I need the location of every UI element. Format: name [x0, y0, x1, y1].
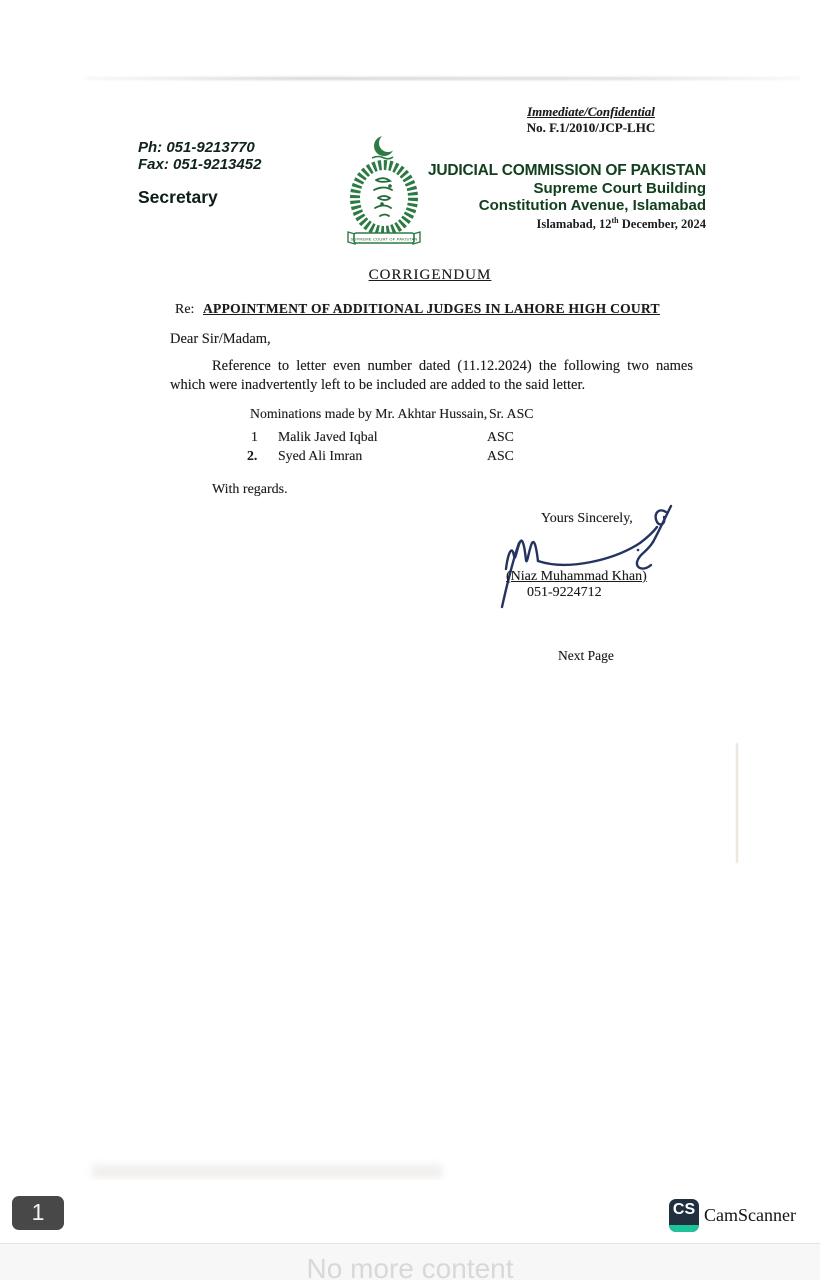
scanned-letter-page — [0, 75, 820, 1180]
camscanner-label: CamScanner — [704, 1204, 796, 1225]
closing-line: With regards. — [212, 482, 288, 497]
body-paragraph: Reference to letter even number dated (11.12.2024) the following two names which were inadvertently left to be included are added to the said letter. — [170, 358, 693, 393]
sign-off-line: Yours Sincerely, — [541, 511, 633, 526]
contact-block — [138, 140, 261, 173]
organization-block — [428, 162, 706, 232]
nomination-row-number: 1 — [251, 429, 258, 444]
page-bottom-shadow — [92, 1165, 442, 1178]
salutation: Dear Sir/Madam, — [170, 331, 271, 347]
next-page-note: Next Page — [558, 648, 614, 663]
scan-artifact-line — [736, 743, 738, 863]
signatory-name: (Niaz Muhammad Khan) — [506, 569, 647, 584]
nomination-row-name: Malik Javed Iqbal — [278, 429, 378, 444]
viewer-bottom-bar — [0, 1180, 820, 1243]
nomination-row-rank: ASC — [487, 448, 514, 463]
re-label: Re: — [175, 302, 195, 317]
camscanner-icon-strip — [669, 1225, 699, 1232]
classification-label: Immediate/Confidential — [527, 104, 655, 119]
nominations-header-rank: Sr. ASC — [489, 406, 534, 421]
camscanner-icon: CS — [669, 1199, 699, 1232]
supreme-court-emblem-icon — [338, 132, 430, 252]
organization-address1: Supreme Court Building — [533, 180, 706, 197]
nomination-row-name: Syed Ali Imran — [278, 448, 363, 463]
organization-name: JUDICIAL COMMISSION OF PAKISTAN — [428, 162, 706, 179]
nominations-header: Nominations made by Mr. Akhtar Hussain, — [250, 406, 488, 421]
signatory-phone: 051-9224712 — [527, 585, 602, 600]
fax-line: Fax: 051-9213452 — [138, 155, 262, 173]
camscanner-watermark — [669, 1198, 796, 1232]
nomination-row-rank: ASC — [487, 429, 514, 444]
svg-text:SUPREME COURT OF PAKISTAN: SUPREME COURT OF PAKISTAN — [350, 236, 418, 242]
organization-address2: Constitution Avenue, Islamabad — [478, 197, 706, 214]
dateline: Islamabad, 12th December, 2024 — [536, 216, 706, 232]
end-of-content-zone — [0, 1243, 820, 1280]
nomination-row-number: 2. — [247, 448, 258, 463]
no-more-content-message: No more content — [306, 1253, 514, 1280]
reference-number: No. F.1/2010/JCP-LHC — [526, 120, 656, 135]
page-edge-shadow — [85, 77, 800, 80]
sender-title: Secretary — [138, 187, 218, 207]
subject-line: APPOINTMENT OF ADDITIONAL JUDGES IN LAHORE HIGH COURT — [203, 301, 660, 316]
phone-line: Ph: 051-9213770 — [138, 139, 255, 156]
letter-title: CORRIGENDUM — [368, 267, 492, 283]
page-number-badge: 1 — [12, 1196, 64, 1230]
